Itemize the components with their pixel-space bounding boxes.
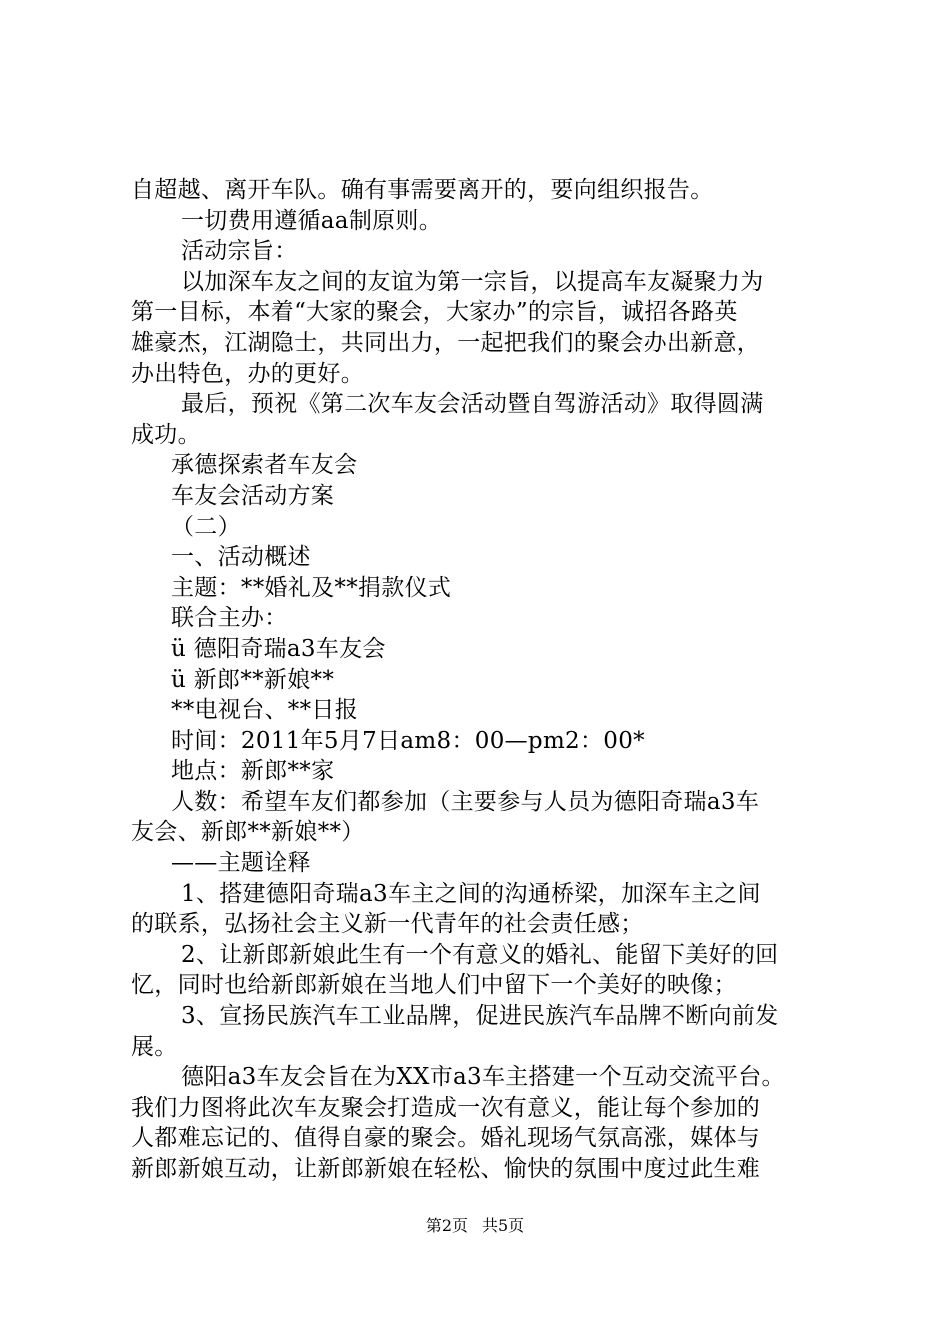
- page-total: 共5页: [482, 1216, 525, 1235]
- page-footer: [0, 1216, 950, 1236]
- text-line: 人都难忘记的、值得自豪的聚会。婚礼现场气氛高涨，媒体与: [131, 1125, 761, 1152]
- text-line: 忆，同时也给新郎新娘在当地人们中留下一个美好的映像；: [131, 972, 737, 999]
- text-line: 地点：新郎**家: [171, 758, 335, 785]
- text-line: 雄豪杰，江湖隐士，共同出力，一起把我们的聚会办出新意，: [131, 329, 761, 356]
- text-line: 展。: [131, 1033, 178, 1060]
- text-line: 1、搭建德阳奇瑞a3车主之间的沟通桥梁，加深车主之间: [181, 880, 761, 907]
- text-line: 3、宣扬民族汽车工业品牌，促进民族汽车品牌不断向前发: [181, 1003, 779, 1030]
- text-line: 主题：**婚礼及**捐款仪式: [171, 574, 452, 601]
- text-line: 一切费用遵循aa制原则。: [181, 207, 443, 234]
- text-line: 我们力图将此次车友聚会打造成一次有意义，能让每个参加的: [131, 1094, 761, 1121]
- page-number: 第2页: [425, 1216, 468, 1235]
- text-line: **电视台、**日报: [171, 697, 358, 724]
- text-line: 的联系，弘扬社会主义新一代青年的社会责任感；: [131, 911, 644, 938]
- text-line: 成功。: [131, 421, 201, 448]
- text-line: 办出特色，办的更好。: [131, 360, 364, 387]
- text-line: 德阳a3车友会旨在为XX市a3车主搭建一个互动交流平台。: [181, 1064, 785, 1091]
- text-line: 活动宗旨：: [181, 238, 298, 265]
- list-item: ü 德阳奇瑞a3车友会: [171, 635, 386, 662]
- text-line: （二）: [171, 513, 241, 540]
- document-body: [131, 175, 833, 1185]
- text-line: 友会、新郎**新娘**）: [131, 819, 365, 846]
- text-line: 2、让新郎新娘此生有一个有意义的婚礼、能留下美好的回: [181, 941, 779, 968]
- text-line: 联合主办：: [171, 605, 288, 632]
- text-line: 以加深车友之间的友谊为第一宗旨，以提高车友凝聚力为: [181, 268, 764, 295]
- text-line: 第一目标，本着“大家的聚会，大家办”的宗旨，诚招各路英: [131, 299, 738, 326]
- text-line: 时间：2011年5月7日am8：00—pm2：00*: [171, 727, 645, 754]
- text-line: 车友会活动方案: [171, 482, 335, 509]
- text-line: 人数：希望车友们都参加（主要参与人员为德阳奇瑞a3车: [171, 788, 760, 815]
- list-item: ü 新郎**新娘**: [171, 666, 335, 693]
- text-line: 承德探索者车友会: [171, 452, 358, 479]
- text-line: 自超越、离开车队。确有事需要离开的，要向组织报告。: [131, 177, 714, 203]
- text-line: ——主题诠释: [171, 850, 311, 877]
- section-heading: 一、活动概述: [171, 544, 311, 571]
- text-line: 最后，预祝《第二次车友会活动暨自驾游活动》取得圆满: [181, 391, 764, 418]
- text-line: 新郎新娘互动，让新郎新娘在轻松、愉快的氛围中度过此生难: [131, 1156, 761, 1182]
